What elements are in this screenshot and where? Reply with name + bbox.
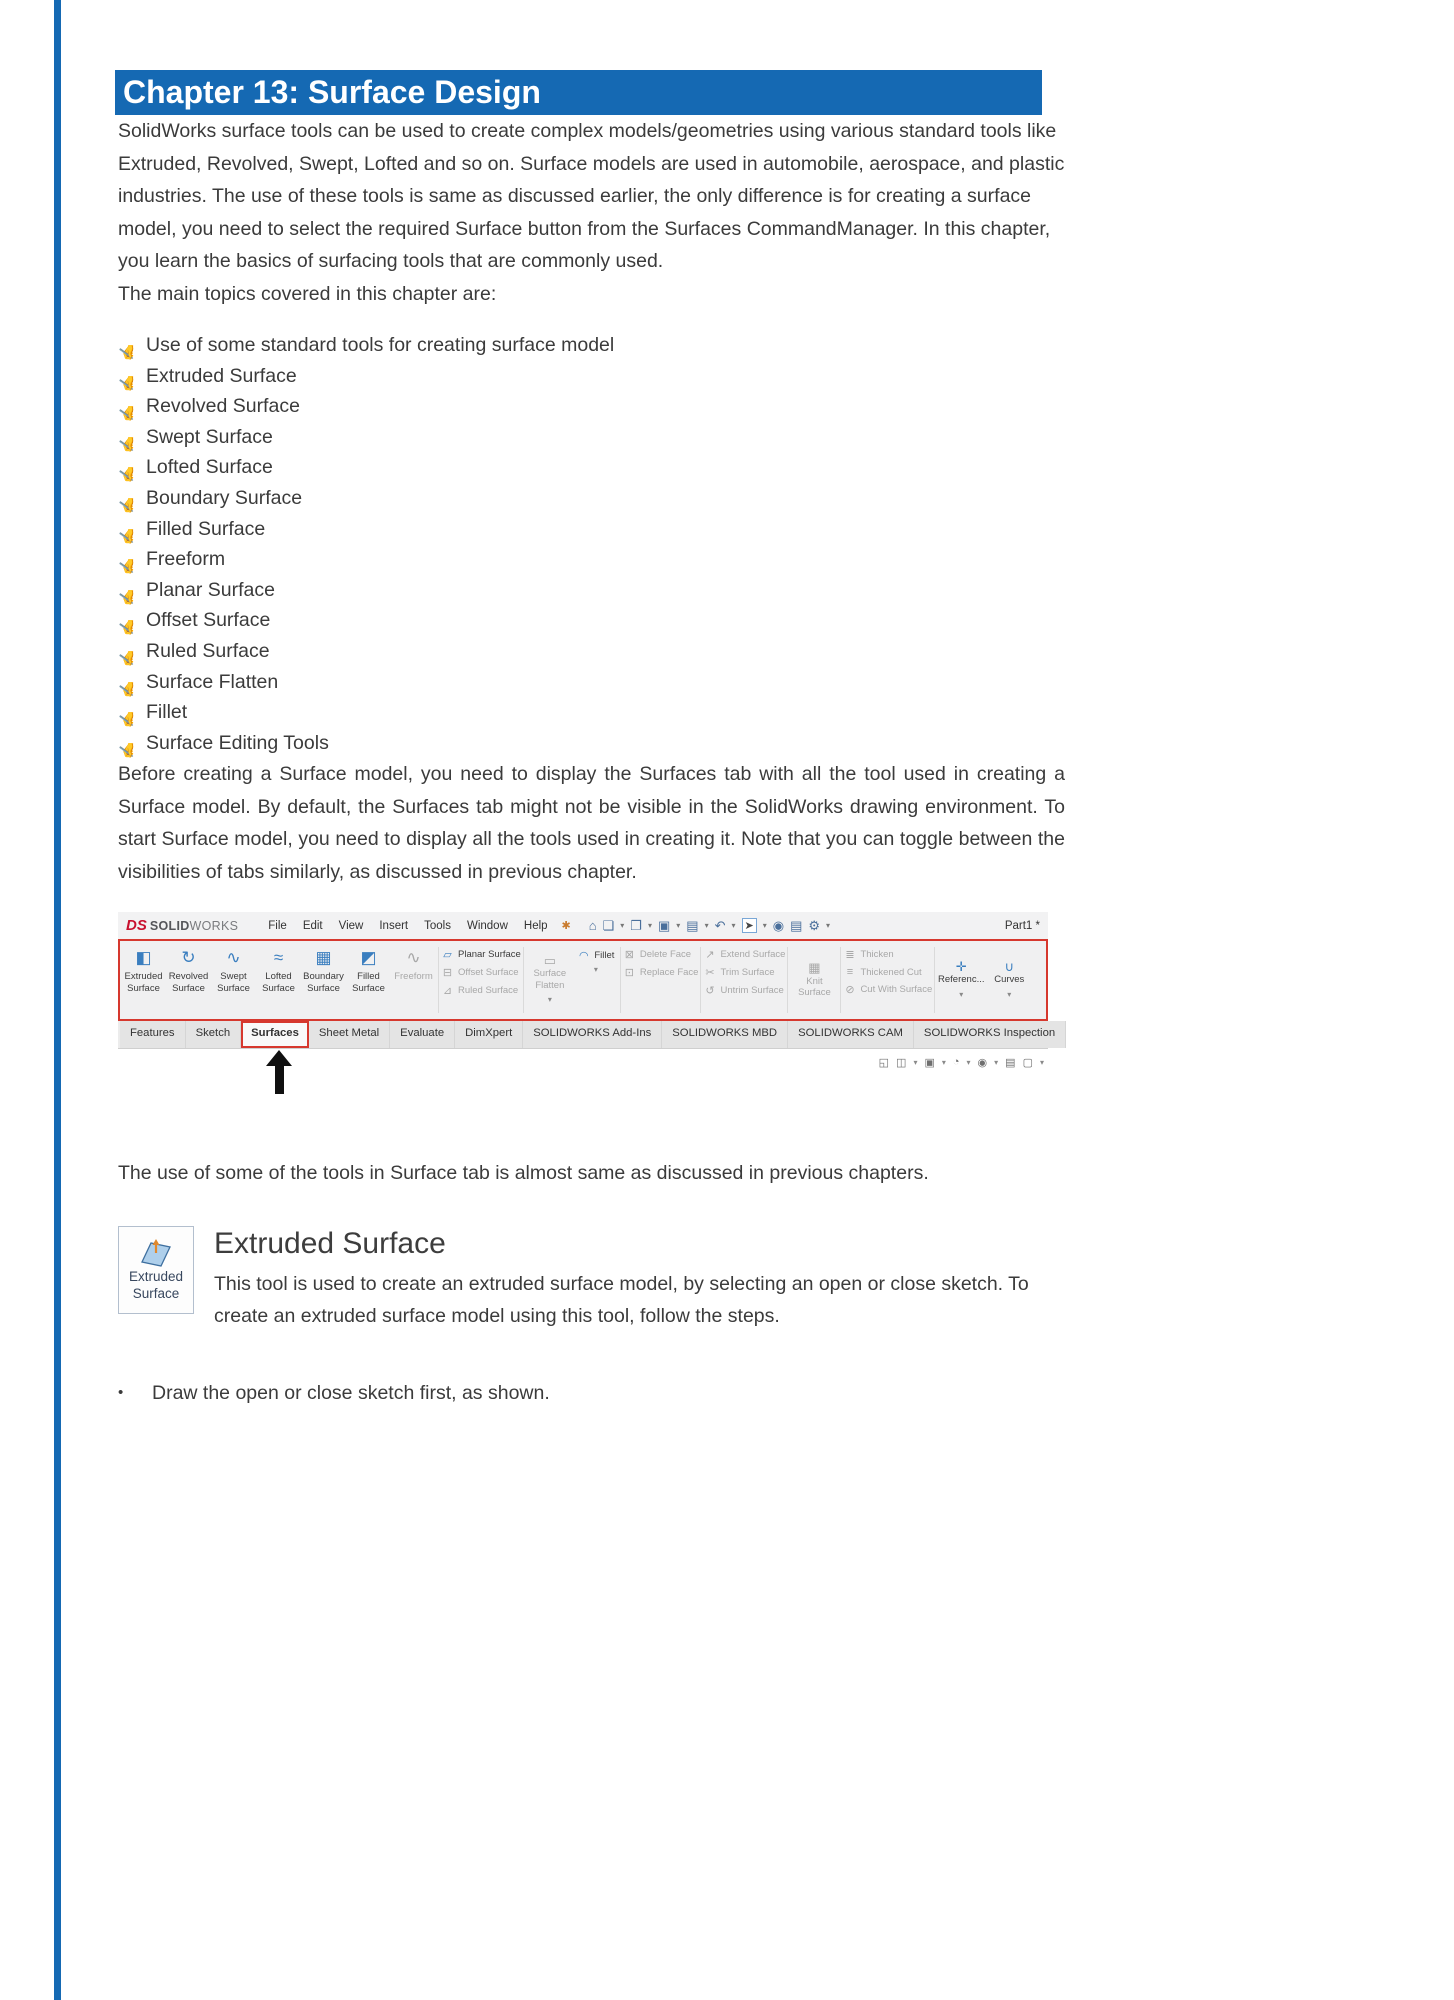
chevron-down-icon[interactable]: ▾: [620, 921, 625, 931]
chevron-down-icon[interactable]: ▾: [941, 1057, 946, 1067]
tile-label: Surface: [132, 1285, 180, 1301]
ornament-bullet-icon: ✍: [118, 680, 135, 698]
ribbon-divider: [620, 947, 621, 1013]
page-left-border: [54, 0, 61, 2000]
chevron-down-icon[interactable]: ▾: [959, 989, 964, 999]
chevron-down-icon[interactable]: ▾: [547, 995, 552, 1005]
reference-geometry-tool[interactable]: [937, 943, 985, 1017]
view-settings-icon[interactable]: ▢: [1022, 1056, 1033, 1069]
solidworks-logo: [126, 917, 238, 934]
topic-label: Planar Surface: [146, 578, 275, 601]
topics-lead: The main topics covered in this chapter are:: [118, 282, 497, 305]
logo-solid-text: SOLID: [149, 919, 190, 934]
tool-label: Untrim Surface: [720, 985, 784, 997]
filled-surface-tool[interactable]: [346, 943, 391, 1017]
tool-label: Extend Surface: [720, 949, 786, 961]
tool-label: Knit: [806, 975, 823, 987]
resources-icon[interactable]: ◉: [772, 917, 785, 933]
knit-surface-icon: ▦: [808, 960, 821, 976]
command-manager-tabs: [118, 1021, 1056, 1049]
tool-label: Swept: [220, 971, 247, 983]
gear-icon[interactable]: ⚙: [808, 917, 821, 933]
extruded-surface-icon: ◧: [135, 948, 152, 968]
curves-icon: ∪: [1004, 958, 1014, 974]
ornament-bullet-icon: ✍: [118, 741, 135, 759]
bullet-dot: •: [118, 1383, 124, 1401]
ruled-surface-icon: ⊿: [442, 985, 453, 998]
list-item: [118, 422, 1065, 453]
freeform-tool[interactable]: [391, 943, 436, 1017]
view-orientation-icon[interactable]: ▣: [924, 1056, 935, 1069]
list-item: [118, 605, 1065, 637]
lofted-surface-tool[interactable]: [256, 943, 301, 1017]
tool-label: Curves: [994, 974, 1025, 986]
section-heading: Extruded Surface: [214, 1226, 446, 1260]
boundary-surface-tool[interactable]: [301, 943, 346, 1017]
document-title: Part1 *: [1004, 919, 1040, 932]
tool-label: Offset Surface: [458, 967, 519, 979]
tool-label: Boundary: [303, 971, 344, 983]
tool-label: Surface: [352, 982, 385, 994]
extend-surface-tool[interactable]: [703, 948, 785, 961]
topic-label: Revolved Surface: [146, 395, 300, 418]
topic-label: Use of some standard tools for creating surface model: [146, 334, 615, 356]
tool-label: Lofted: [265, 971, 292, 983]
untrim-surface-tool[interactable]: [703, 984, 785, 997]
tool-label: Revolved: [168, 971, 209, 983]
tool-label: Planar Surface: [458, 949, 521, 961]
tool-label: Surface: [533, 968, 567, 980]
ornament-bullet-icon: ✍: [118, 618, 135, 637]
surface-flatten-icon: ▭: [543, 952, 556, 968]
tool-label: Cut With Surface: [860, 984, 933, 996]
topic-label: Ruled Surface: [146, 639, 270, 662]
tile-label: Extruded: [128, 1268, 184, 1284]
chevron-down-icon[interactable]: ▾: [994, 1057, 999, 1067]
select-arrow-icon[interactable]: ➤: [742, 918, 757, 933]
fillet-icon: ◠: [579, 950, 589, 963]
tool-label: Ruled Surface: [458, 985, 519, 997]
ribbon-divider: [438, 947, 439, 1013]
list-item: [118, 514, 1065, 545]
tool-label: Freeform: [394, 971, 433, 983]
new-document-icon[interactable]: ❏: [602, 917, 615, 933]
extruded-surface-button-tile: [118, 1226, 194, 1314]
tool-label: Flatten: [535, 979, 565, 991]
tool-label: Surface: [262, 982, 295, 994]
tool-label: Thicken: [860, 949, 894, 961]
revolved-surface-tool[interactable]: [166, 943, 211, 1017]
list-item: [118, 391, 1065, 423]
reference-geometry-icon: ✛: [955, 958, 967, 974]
ornament-bullet-icon: ✍: [118, 710, 135, 729]
ribbon-divider: [787, 947, 788, 1013]
extruded-surface-tool[interactable]: [121, 943, 166, 1017]
ornament-bullet-icon: ✍: [118, 465, 135, 484]
tool-label: Delete Face: [639, 949, 692, 961]
menu-window[interactable]: Window: [466, 919, 508, 932]
chevron-down-icon[interactable]: ▾: [676, 921, 681, 931]
ribbon-divider: [840, 947, 841, 1013]
topic-label: Freeform: [146, 548, 226, 571]
freeform-icon: ∿: [406, 948, 421, 968]
tab-solidworks-inspection[interactable]: SOLIDWORKS Inspection: [914, 1021, 1066, 1048]
tab-solidworks-add-ins[interactable]: SOLIDWORKS Add-Ins: [523, 1021, 662, 1048]
tool-label: Trim Surface: [720, 967, 775, 979]
fillet-tool[interactable]: [574, 943, 618, 1017]
chevron-down-icon[interactable]: ▾: [731, 921, 736, 931]
appearances-icon[interactable]: ◉: [977, 1056, 988, 1069]
list-item: [118, 667, 1065, 698]
chevron-down-icon[interactable]: ▾: [647, 921, 652, 931]
tab-solidworks-cam[interactable]: SOLIDWORKS CAM: [788, 1021, 914, 1048]
menu-view[interactable]: View: [338, 919, 364, 932]
list-item: [118, 361, 1065, 392]
ornament-bullet-icon: ✍: [118, 557, 135, 576]
thicken-tools-group: [843, 943, 932, 1017]
tool-label: Surface: [172, 982, 205, 994]
tab-dimxpert[interactable]: DimXpert: [455, 1021, 523, 1048]
menu-edit[interactable]: Edit: [302, 919, 323, 932]
heads-up-view-toolbar: [118, 1049, 1048, 1075]
topic-label: Filled Surface: [146, 517, 266, 540]
topic-label: Surface Flatten: [146, 670, 279, 693]
ornament-bullet-icon: ✍: [118, 343, 135, 362]
chevron-down-icon[interactable]: ▾: [593, 965, 598, 975]
swept-surface-icon: ∿: [226, 948, 241, 968]
cut-with-surface-tool[interactable]: [843, 983, 932, 996]
zoom-fit-icon[interactable]: ◱: [878, 1056, 890, 1069]
revolved-surface-icon: ↻: [181, 948, 196, 968]
thickened-cut-tool[interactable]: [843, 966, 932, 978]
cut-with-surface-icon: ⊘: [845, 984, 855, 997]
surfaces-tab-pointer-arrow: [266, 1050, 292, 1094]
list-item: [118, 636, 1065, 667]
topic-label: Lofted Surface: [146, 456, 273, 479]
ornament-bullet-icon: ✍: [118, 527, 135, 545]
chapter-title: Chapter 13: Surface Design: [115, 70, 1042, 115]
curves-tool[interactable]: [985, 943, 1033, 1017]
planar-surface-icon: ▱: [443, 949, 452, 962]
planar-surface-tool[interactable]: [441, 948, 521, 961]
delete-face-icon: ⊠: [624, 949, 634, 962]
tab-solidworks-mbd[interactable]: SOLIDWORKS MBD: [662, 1021, 788, 1048]
solidworks-screenshot: [118, 912, 1056, 1075]
lofted-surface-icon: ≈: [273, 948, 284, 968]
knit-surface-tool[interactable]: [790, 943, 838, 1017]
ribbon-divider: [934, 947, 935, 1013]
task-pane-icon[interactable]: ▤: [790, 917, 803, 933]
face-tools-group: [623, 943, 699, 1017]
tool-label: Surface: [127, 982, 160, 994]
pin-menu-icon[interactable]: ✱: [561, 920, 571, 933]
extruded-surface-section: [118, 1226, 1065, 1333]
replace-face-icon: ⊡: [624, 967, 634, 980]
list-item: [118, 575, 1065, 606]
arrow-shaft: [275, 1066, 284, 1094]
list-item: [118, 452, 1065, 484]
replace-face-tool[interactable]: [623, 966, 699, 979]
tool-label: Filled: [357, 971, 380, 983]
tab-evaluate[interactable]: Evaluate: [390, 1021, 455, 1048]
topic-label: Surface Editing Tools: [146, 731, 329, 754]
tab-surfaces[interactable]: Surfaces: [241, 1021, 309, 1048]
section-body: This tool is used to create an extruded surface model, by selecting an open or close sketch. To create an extruded surface model using this tool, follow the steps.: [214, 1272, 1029, 1328]
topic-label: Offset Surface: [146, 609, 271, 632]
topic-label: Extruded Surface: [146, 364, 297, 387]
chevron-down-icon[interactable]: ▾: [1039, 1057, 1044, 1067]
tool-label: Surface: [798, 987, 831, 999]
step-item: [118, 1377, 1065, 1410]
ornament-bullet-icon: ✍: [118, 588, 135, 606]
ruled-surface-tool[interactable]: [441, 984, 521, 997]
intro-paragraph: SolidWorks surface tools can be used to create complex models/geometries using various standard tools like Extruded, Revolved, Swept, Lofted and so on. Surface models are used in automobile, aerospace, and plastic industries. The use of these tools is same as discussed earlier, the only difference is for creating a surface model, you need to select the required Surface button from the Surfaces CommandManager. In this chapter, you learn the basics of surfacing tools that are commonly used.: [118, 120, 1065, 272]
trim-surface-icon: ✂: [705, 967, 715, 980]
undo-icon[interactable]: ↶: [714, 917, 726, 933]
scene-icon[interactable]: ▤: [1005, 1056, 1016, 1069]
ribbon-divider: [523, 947, 524, 1013]
boundary-surface-icon: ▦: [315, 948, 332, 968]
trim-surface-tool[interactable]: [703, 966, 785, 979]
tool-label: Thickened Cut: [860, 966, 922, 978]
quick-access-toolbar: [589, 918, 830, 934]
topic-label: Swept Surface: [146, 425, 273, 448]
display-style-icon[interactable]: ◫: [896, 1056, 907, 1069]
chevron-down-icon[interactable]: ▾: [826, 921, 831, 931]
list-item: [118, 728, 1065, 759]
hide-show-items-icon[interactable]: ◔: [952, 1056, 960, 1069]
thicken-icon: ≣: [845, 949, 855, 962]
chevron-down-icon[interactable]: ▾: [913, 1057, 918, 1067]
section-text: [214, 1226, 1065, 1333]
tool-label: Replace Face: [639, 967, 699, 979]
topic-label: Fillet: [146, 701, 188, 724]
chevron-down-icon[interactable]: ▾: [966, 1057, 971, 1067]
page-content: [118, 70, 1065, 1409]
thickened-cut-icon: ≡: [846, 966, 854, 979]
print-icon[interactable]: ▤: [686, 917, 699, 933]
menu-tools[interactable]: Tools: [424, 919, 451, 932]
thicken-tool[interactable]: [843, 948, 932, 961]
ornament-bullet-icon: ✍: [118, 496, 135, 514]
ornament-bullet-icon: ✍: [118, 404, 135, 423]
ribbon-divider: [700, 947, 701, 1013]
delete-face-tool[interactable]: [623, 948, 699, 961]
extruded-surface-icon: [137, 1238, 175, 1268]
menu-insert[interactable]: Insert: [379, 919, 409, 932]
offset-surface-icon: ⊟: [442, 967, 453, 980]
before-paragraph: Before creating a Surface model, you need to display the Surfaces tab with all the tool used in creating a Surface model. By default, the Surfaces tab might not be visible in the SolidWorks drawing environment. To start Surface model, you need to display all the tools used in creating it. Note that you can toggle between the visibilities of tabs similarly, as discussed in previous chapter.: [118, 763, 1065, 883]
tab-features[interactable]: Features: [120, 1021, 186, 1048]
step-text: Draw the open or close sketch first, as shown.: [152, 1381, 550, 1404]
chevron-down-icon[interactable]: ▾: [704, 921, 709, 931]
tool-label: Fillet: [594, 950, 615, 962]
trim-tools-group: [703, 943, 785, 1017]
after-paragraph: The use of some of the tools in Surface tab is almost same as discussed in previous chapters.: [118, 1162, 929, 1185]
tool-label: Extruded: [124, 971, 163, 983]
home-icon[interactable]: ⌂: [588, 918, 597, 934]
tool-label: Surface: [217, 982, 250, 994]
swept-surface-tool[interactable]: [211, 943, 256, 1017]
dassault-logo-icon: DS: [126, 917, 147, 935]
planar-tools-group: [441, 943, 521, 1017]
tab-sheet-metal[interactable]: Sheet Metal: [309, 1021, 390, 1048]
tool-label: Referenc...: [938, 974, 985, 986]
extend-surface-icon: ↗: [705, 949, 715, 962]
list-item: [118, 483, 1065, 514]
chevron-down-icon[interactable]: ▾: [1007, 989, 1012, 999]
ornament-bullet-icon: ✍: [118, 649, 135, 667]
menu-file[interactable]: File: [268, 919, 287, 932]
chevron-down-icon[interactable]: ▾: [762, 921, 767, 931]
list-item: [118, 330, 1065, 362]
open-document-icon[interactable]: ❐: [630, 917, 642, 933]
menu-help[interactable]: Help: [523, 919, 548, 932]
surfaces-command-manager: [118, 939, 1048, 1021]
logo-works-text: WORKS: [189, 919, 239, 934]
save-icon[interactable]: ▣: [657, 917, 671, 933]
filled-surface-icon: ◩: [360, 948, 377, 968]
topics-list: [118, 330, 1065, 758]
solidworks-menubar: [118, 912, 1048, 939]
ornament-bullet-icon: ✍: [118, 435, 135, 453]
untrim-surface-icon: ↺: [705, 985, 715, 998]
topic-label: Boundary Surface: [146, 486, 303, 509]
surface-flatten-tool[interactable]: [526, 943, 574, 1017]
tool-label: Surface: [307, 982, 340, 994]
offset-surface-tool[interactable]: [441, 966, 521, 979]
ornament-bullet-icon: ✍: [118, 374, 135, 392]
list-item: [118, 697, 1065, 729]
arrow-head: [266, 1050, 292, 1066]
list-item: [118, 544, 1065, 576]
tab-sketch[interactable]: Sketch: [186, 1021, 242, 1048]
